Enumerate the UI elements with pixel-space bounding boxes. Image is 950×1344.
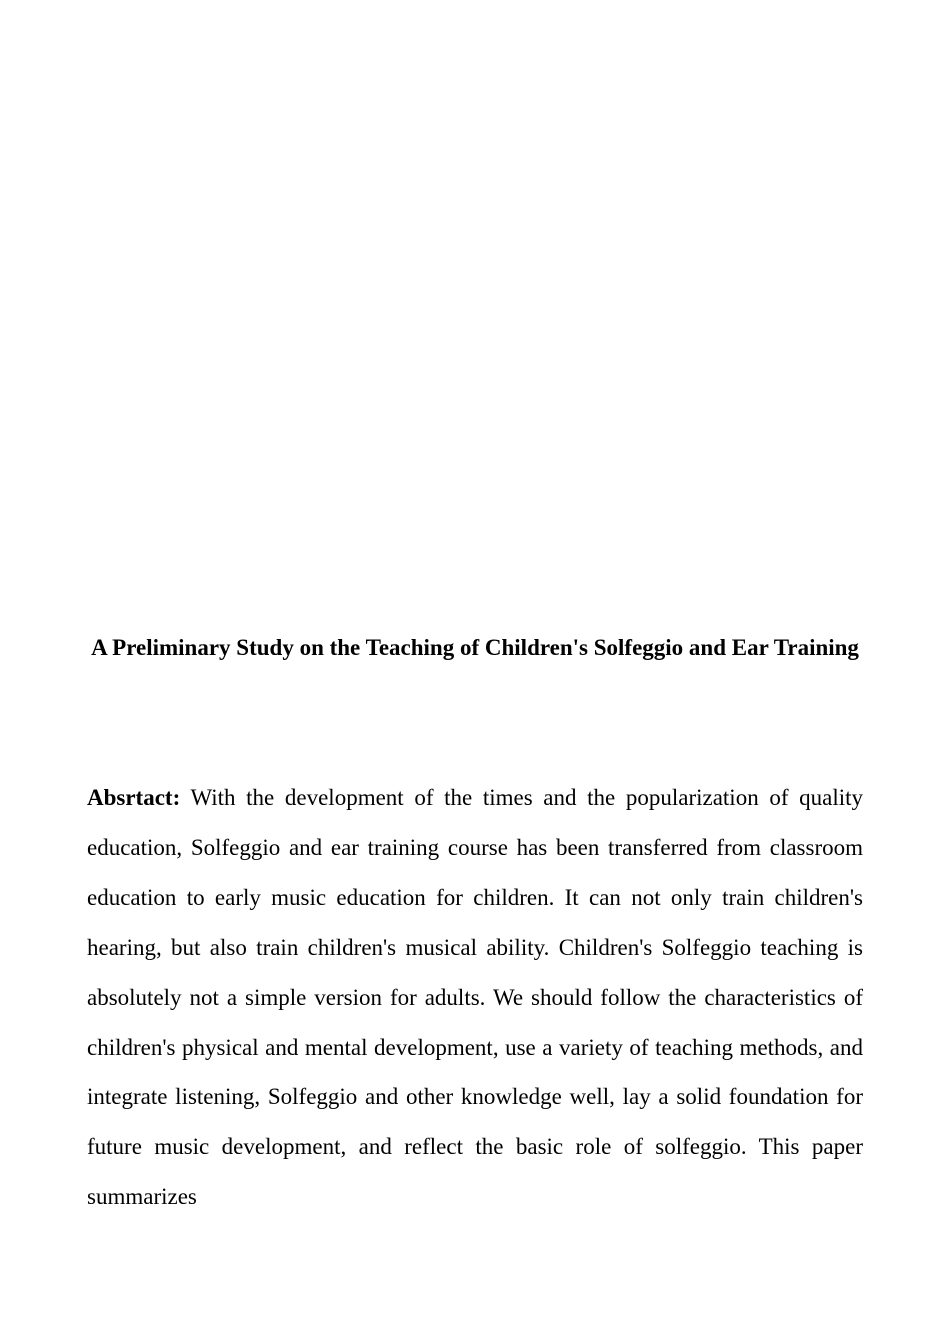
abstract-label: Absrtact: [87, 785, 181, 810]
paper-title: A Preliminary Study on the Teaching of Children's Solfeggio and Ear Training [91, 635, 859, 660]
abstract-body: With the development of the times and the popularization of quality education, Solfeggio and ear training course has been transferred from classroom education to early music education for children. It can not only train children's hearing, but also train children's musical ability. Children's Solfeggio teaching is absolutely not a simple version for adults. We should follow the characteristics of children's physical and mental development, use a variety of teaching methods, and integrate listening, Solfeggio and other knowledge well, lay a solid foundation for future music development, and reflect the basic role of solfeggio. This paper summarizes [87, 785, 863, 1210]
abstract-paragraph [87, 773, 863, 1222]
